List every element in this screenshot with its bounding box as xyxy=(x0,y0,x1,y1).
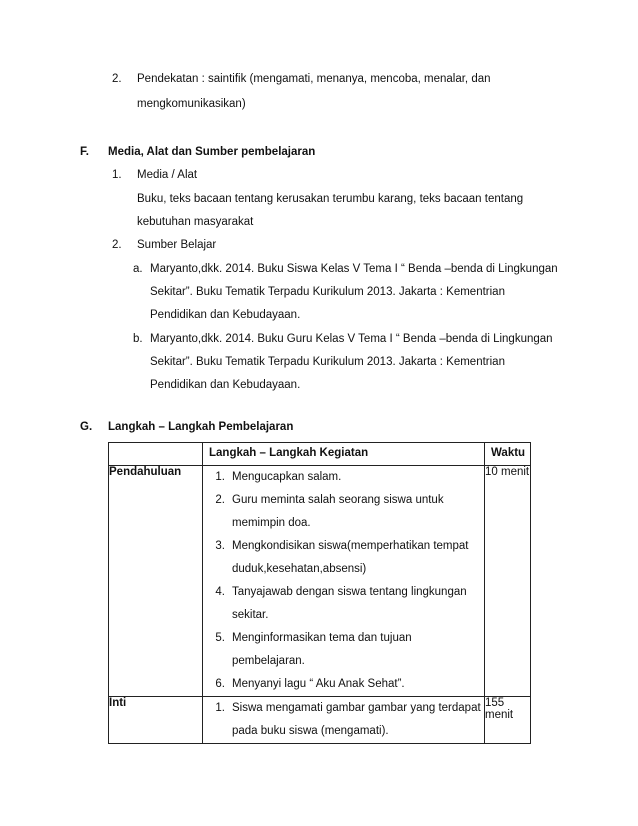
list-item xyxy=(203,489,484,535)
list-item xyxy=(203,466,484,489)
table-header-cell: Langkah – Langkah Kegiatan xyxy=(203,443,485,466)
step-number: 1. xyxy=(215,702,225,714)
time-cell: 155 menit xyxy=(485,697,531,744)
source-letter: b. xyxy=(133,333,143,345)
table-row xyxy=(109,466,531,697)
source-text-line2: Sekitar”. Buku Tematik Terpadu Kurikulum 2013. Jakarta : Kementrian xyxy=(150,286,505,298)
item-number: 1. xyxy=(112,169,122,181)
list-item xyxy=(203,673,484,696)
list-item xyxy=(203,697,484,743)
item-number: 2. xyxy=(112,73,122,85)
table-header-row xyxy=(109,443,531,466)
steps-cell xyxy=(203,697,485,744)
step-list xyxy=(203,697,484,743)
step-text: Menginformasikan tema dan tujuan pembelajaran. xyxy=(232,632,412,667)
step-number: 4. xyxy=(215,586,225,598)
step-text: Tanyajawab dengan siswa tentang lingkungan sekitar. xyxy=(232,586,467,621)
step-number: 5. xyxy=(215,632,225,644)
approach-text-line2: mengkomunikasikan) xyxy=(137,98,246,110)
list-item xyxy=(203,627,484,673)
step-text: Mengkondisikan siswa(memperhatikan tempat duduk,kesehatan,absensi) xyxy=(232,540,469,575)
section-heading: Langkah – Langkah Pembelajaran xyxy=(108,421,294,433)
step-text: Siswa mengamati gambar gambar yang terdapat pada buku siswa (mengamati). xyxy=(232,702,481,737)
step-text: Mengucapkan salam. xyxy=(232,471,342,483)
time-cell: 10 menit xyxy=(485,466,531,697)
source-text-line1: Maryanto,dkk. 2014. Buku Guru Kelas V Tema I “ Benda –benda di Lingkungan xyxy=(150,333,553,345)
list-item xyxy=(203,535,484,581)
section-letter: F. xyxy=(80,146,89,158)
table-header-cell xyxy=(109,443,203,466)
source-letter: a. xyxy=(133,263,143,275)
media-text-line1: Buku, teks bacaan tentang kerusakan terumbu karang, teks bacaan tentang xyxy=(137,193,524,205)
step-text: Guru meminta salah seorang siswa untuk memimpin doa. xyxy=(232,494,444,529)
step-number: 6. xyxy=(215,678,225,690)
media-text-line2: kebutuhan masyarakat xyxy=(137,216,254,228)
phase-cell: Inti xyxy=(109,697,203,744)
steps-cell xyxy=(203,466,485,697)
section-heading: Media, Alat dan Sumber pembelajaran xyxy=(108,146,316,158)
item-title: Sumber Belajar xyxy=(137,239,217,251)
approach-text-line1: Pendekatan : saintifik (mengamati, menanya, mencoba, menalar, dan xyxy=(137,73,491,85)
step-text: Menyanyi lagu “ Aku Anak Sehat”. xyxy=(232,678,405,690)
list-item xyxy=(203,581,484,627)
source-text-line3: Pendidikan dan Kebudayaan. xyxy=(150,379,301,391)
source-text-line2: Sekitar”. Buku Tematik Terpadu Kurikulum 2013. Jakarta : Kementrian xyxy=(150,356,505,368)
source-text-line1: Maryanto,dkk. 2014. Buku Siswa Kelas V Tema I “ Benda –benda di Lingkungan xyxy=(150,263,558,275)
learning-steps-table xyxy=(108,442,531,744)
step-number: 3. xyxy=(215,540,225,552)
step-number: 2. xyxy=(215,494,225,506)
step-number: 1. xyxy=(215,471,225,483)
phase-cell: Pendahuluan xyxy=(109,466,203,697)
item-number: 2. xyxy=(112,239,122,251)
table-header-cell: Waktu xyxy=(485,443,531,466)
source-text-line3: Pendidikan dan Kebudayaan. xyxy=(150,309,301,321)
table-row xyxy=(109,697,531,744)
section-letter: G. xyxy=(80,421,93,433)
step-list xyxy=(203,466,484,696)
item-title: Media / Alat xyxy=(137,169,198,181)
